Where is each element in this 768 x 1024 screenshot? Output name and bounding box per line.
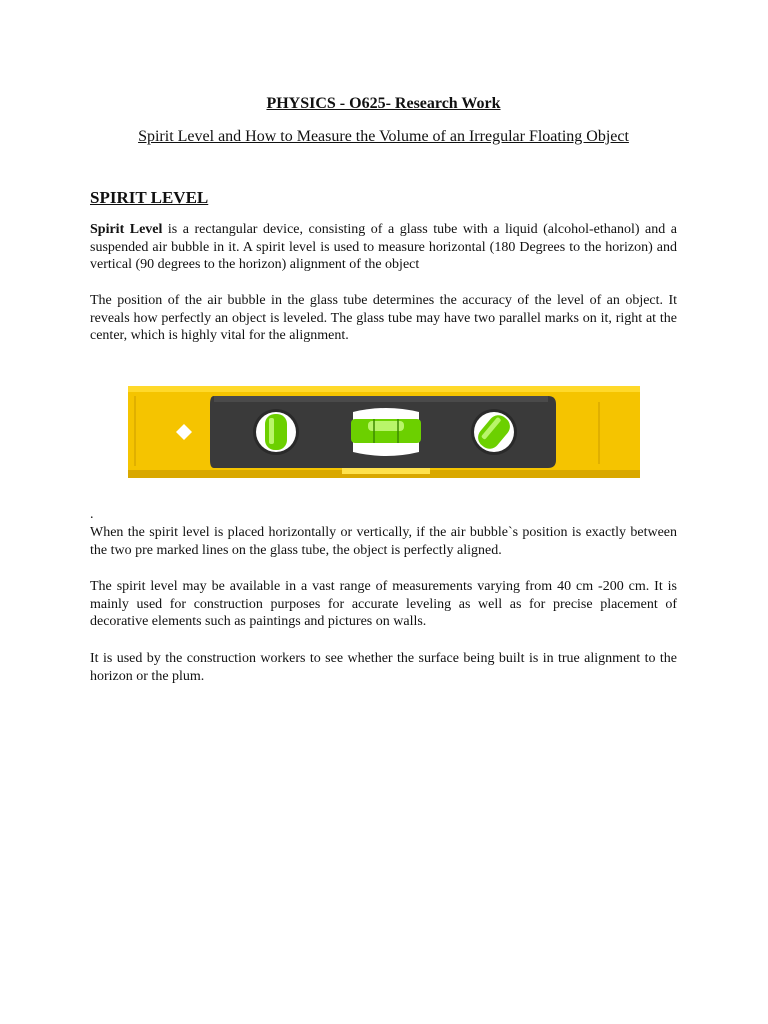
paragraph-construction: It is used by the construction workers to see whether the surface being built is in true alignment to the horizon or the plum. xyxy=(90,651,677,684)
paragraph-lead-term: Spirit Level xyxy=(90,222,163,237)
left-vial-icon xyxy=(265,414,287,450)
paragraph-definition xyxy=(90,221,677,274)
document-subtitle: Spirit Level and How to Measure the Volume of an Irregular Floating Object xyxy=(138,128,629,145)
paragraph-measurements: The spirit level may be available in a vast range of measurements varying from 40 cm -200 cm. It is mainly used for construction purposes for accurate leveling as well as for precise placement of decorative elements such as paintings and pictures on walls. xyxy=(90,579,677,630)
paragraph-alignment: When the spirit level is placed horizontally or vertically, if the air bubble`s position is exactly between the two pre marked lines on the glass tube, the object is perfectly aligned. xyxy=(90,525,677,558)
paragraph-bubble-position: The position of the air bubble in the glass tube determines the accuracy of the level of an object. It reveals how perfectly an object is leveled. The glass tube may have two parallel marks on it, right at the center, which is highly vital for the alignment. xyxy=(90,293,677,344)
spirit-level-illustration-icon xyxy=(128,384,642,480)
section-heading: SPIRIT LEVEL xyxy=(90,188,209,207)
stray-dot: . xyxy=(90,507,94,522)
spirit-level-image xyxy=(128,384,642,480)
paragraph-definition-text: is a rectangular device, consisting of a glass tube with a liquid (alcohol-ethanol) and a suspended air bubble in it. A spirit level is used to measure horizontal (180 Degrees to the horizon) and vertical (90 degrees to the horizon) alignment of the object xyxy=(90,222,677,273)
document-title: PHYSICS - O625- Research Work xyxy=(266,95,501,112)
